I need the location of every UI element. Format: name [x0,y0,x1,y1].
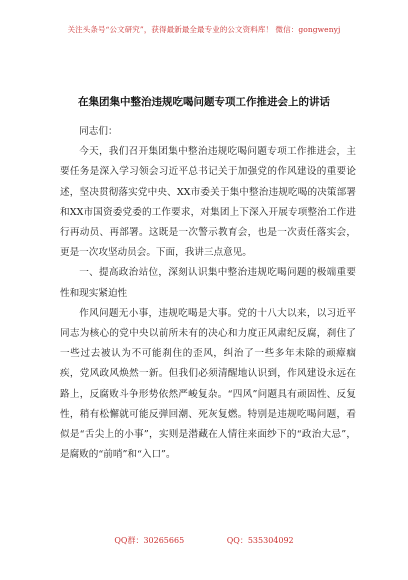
paragraph-intro: 今天，我们召开集团集中整治违规吃喝问题专项工作推进会，主要任务是深入学习领会习近平总书记关于加强党的作风建设的重要论述，坚决贯彻落实党中央、XX市委关于集中整治违规吃喝的决策部署和XX市国资委党委的工作要求，对集团上下深入开展专项整治工作进行再动员、再部署。这既是一次警示教育会，也是一次责任落实会，更是一次攻坚动员会。下面，我讲三点意见。 [60,146,356,259]
qq-number: QQ：535304092 [226,536,294,545]
header-banner: 关注头条号“公文研究”，获得最新最全最专业的公文资料库！ 微信：gongwenyj [67,25,341,34]
document-title: 在集团集中整治违规吃喝问题专项工作推进会上的讲话 [78,96,330,108]
paragraph-section-1: 作风问题无小事，违规吃喝是大事。党的十八大以来，以习近平同志为核心的党中央以前所未有的决心和力度正风肃纪反腐，刹住了一些过去被认为不可能刹住的歪风，纠治了一些多年未除的顽瘴痼疾，党风政风焕然一新。但我们必须清醒地认识到，作风建设永远在路上，反腐败斗争形势依然严峻复杂。“四风”问题具有顽固性、反复性，稍有松懈就可能反弹回潮、死灰复燃。特别是违规吃喝问题，看似是“舌尖上的小事”，实则是潜藏在人情往来面纱下的“政治大忌”，是腐败的“前哨”和“入口”。 [60,307,356,461]
salutation: 同志们： [79,126,118,137]
qq-group: QQ群：30265665 [114,536,185,545]
footer-contact [0,535,408,546]
document-body [60,122,356,465]
section-heading-1: 一、提高政治站位，深刻认识集中整治违规吃喝问题的极端重要性和现实紧迫性 [60,267,356,299]
